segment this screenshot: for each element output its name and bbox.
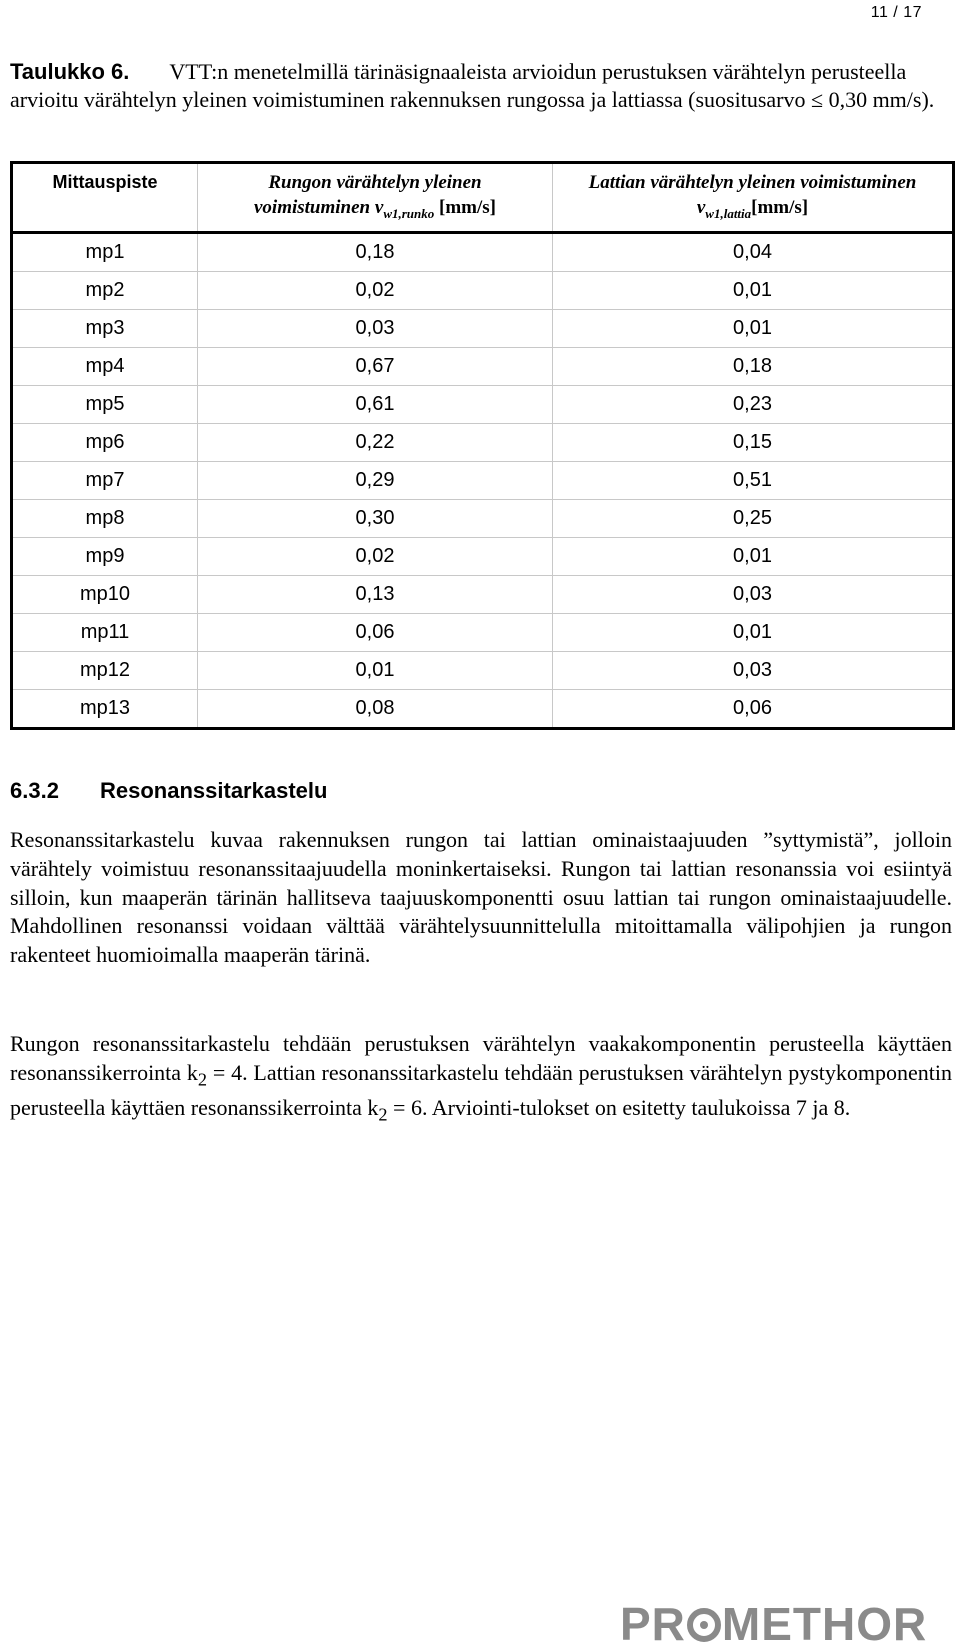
caption-label: Taulukko 6. [10,59,130,84]
header-frame-amplification [198,163,553,233]
section-heading [10,778,327,804]
header-floor-var: v [696,197,706,218]
header-frame-line2: voimistuminen v [253,197,384,218]
cell-floor-value: 0,04 [733,240,772,263]
cell-frame-value: 0,13 [198,575,553,613]
cell-floor-value: 0,01 [553,271,954,309]
cell-floor-value: 0,03 [553,575,954,613]
cell-frame-value: 0,01 [198,651,553,689]
logo-prefix: PR [620,1598,686,1650]
page-number: 11 / 17 [870,4,922,21]
cell-frame-value: 0,22 [198,423,553,461]
cell-floor-value: 0,25 [553,499,954,537]
cell-point: mp10 [12,575,198,613]
table-row [12,613,954,651]
cell-point: mp6 [12,423,198,461]
cell-point: mp3 [12,309,198,347]
section-title: Resonanssitarkastelu [100,778,328,803]
table-row [12,423,954,461]
cell-frame-value: 0,06 [198,613,553,651]
table-row [12,537,954,575]
cell-frame-value: 0,61 [198,385,553,423]
cell-point: mp13 [12,689,198,728]
logo-signal-icon [687,1608,721,1642]
table-row [12,347,954,385]
table-row [12,575,954,613]
cell-point: mp1 [12,232,198,271]
paragraph-resonance-intro: Resonanssitarkastelu kuvaa rakennuksen rungon tai lattian ominaistaajuuden ”syttymistä”, jolloin värähtely voimistuu resonanssitaajuudella moninkertaiseksi. Rungon tai lattian resonanssia voi esiintyä silloin, kun maaperän tärinän hallitseva taajuuskomponentti osuu lattian tai rungon ominaistaajuudelle. Mahdollinen resonanssi voidaan välttää värähtelysuunnittelulla mitoittamalla välipohjien ja rungon rakenteet huomioimalla maaperän tärinä. [10,827,952,968]
cell-frame-value: 0,67 [198,347,553,385]
p2-text-1: Rungon resonanssitarkastelu tehdään perustuksen värähtelyn vaakakomponentin perusteella käyttäen resonanssikerrointa k [10,1031,952,1085]
header-floor-unit: [mm/s] [751,197,809,218]
header-measurement-point: Mittauspiste [12,163,198,233]
cell-point: mp4 [12,347,198,385]
cell-frame-value: 0,08 [198,689,553,728]
cell-floor-value: 0,15 [553,423,954,461]
header-frame-sub: w1,runko [383,205,435,221]
table-row [12,499,954,537]
cell-floor-value: 0,01 [553,613,954,651]
p2-sub-2: 2 [378,1104,388,1125]
cell-frame-value: 0,30 [198,499,553,537]
table-caption [10,58,952,114]
cell-frame-value: 0,02 [198,271,553,309]
logo-suffix: METHOR [721,1598,928,1650]
cell-floor-value: 0,01 [553,309,954,347]
p2-sub-1: 2 [197,1069,208,1090]
table-row [12,271,954,309]
table-row [12,232,954,271]
cell-floor-value: 0,06 [553,689,954,728]
paragraph-resonance-method [10,1030,952,1129]
table-row [12,385,954,423]
table-row [12,651,954,689]
cell-point: mp9 [12,537,198,575]
header-frame-line1: Rungon värähtelyn yleinen [268,172,482,193]
caption-text: VTT:n menetelmillä tärinäsignaaleista arvioidun perustuksen värähtelyn perusteella arvioitu värähtelyn yleinen voimistuminen rakennuksen rungossa ja lattiassa (suositusarvo ≤ 0,30 mm/s). [10,59,935,112]
cell-frame-value: 0,02 [198,537,553,575]
cell-point: mp8 [12,499,198,537]
vibration-table [10,161,955,730]
cell-floor-value: 0,01 [553,537,954,575]
cell-point: mp2 [12,271,198,309]
cell-point: mp11 [12,613,198,651]
cell-floor-value: 0,03 [553,651,954,689]
cell-frame-value: 0,29 [198,461,553,499]
promethor-logo [620,1598,928,1650]
header-frame-unit: [mm/s] [434,197,496,218]
cell-point: mp7 [12,461,198,499]
cell-point: mp12 [12,651,198,689]
table-row [12,689,954,728]
header-floor-amplification [553,163,954,233]
section-number: 6.3.2 [10,778,59,803]
cell-floor-value: 0,51 [553,461,954,499]
cell-frame-value: 0,03 [198,309,553,347]
cell-floor-value: 0,18 [553,347,954,385]
table-row [12,461,954,499]
p2-text-3: = 6. Arviointi-tulokset on esitetty taulukoissa 7 ja 8. [387,1094,851,1120]
p2-text-2: = 4. Lattian resonanssitarkastelu tehdään perustuksen värähtelyn pystykomponentin perusteella käyttäen resonanssikerrointa k [10,1059,953,1120]
cell-floor-value: 0,23 [553,385,954,423]
table-header-row [12,163,954,233]
cell-point: mp5 [12,385,198,423]
header-floor-line1: Lattian värähtelyn yleinen voimistuminen [588,172,917,193]
table-row [12,309,954,347]
header-floor-sub: w1,lattia [705,205,752,221]
cell-frame-value: 0,18 [198,232,553,271]
